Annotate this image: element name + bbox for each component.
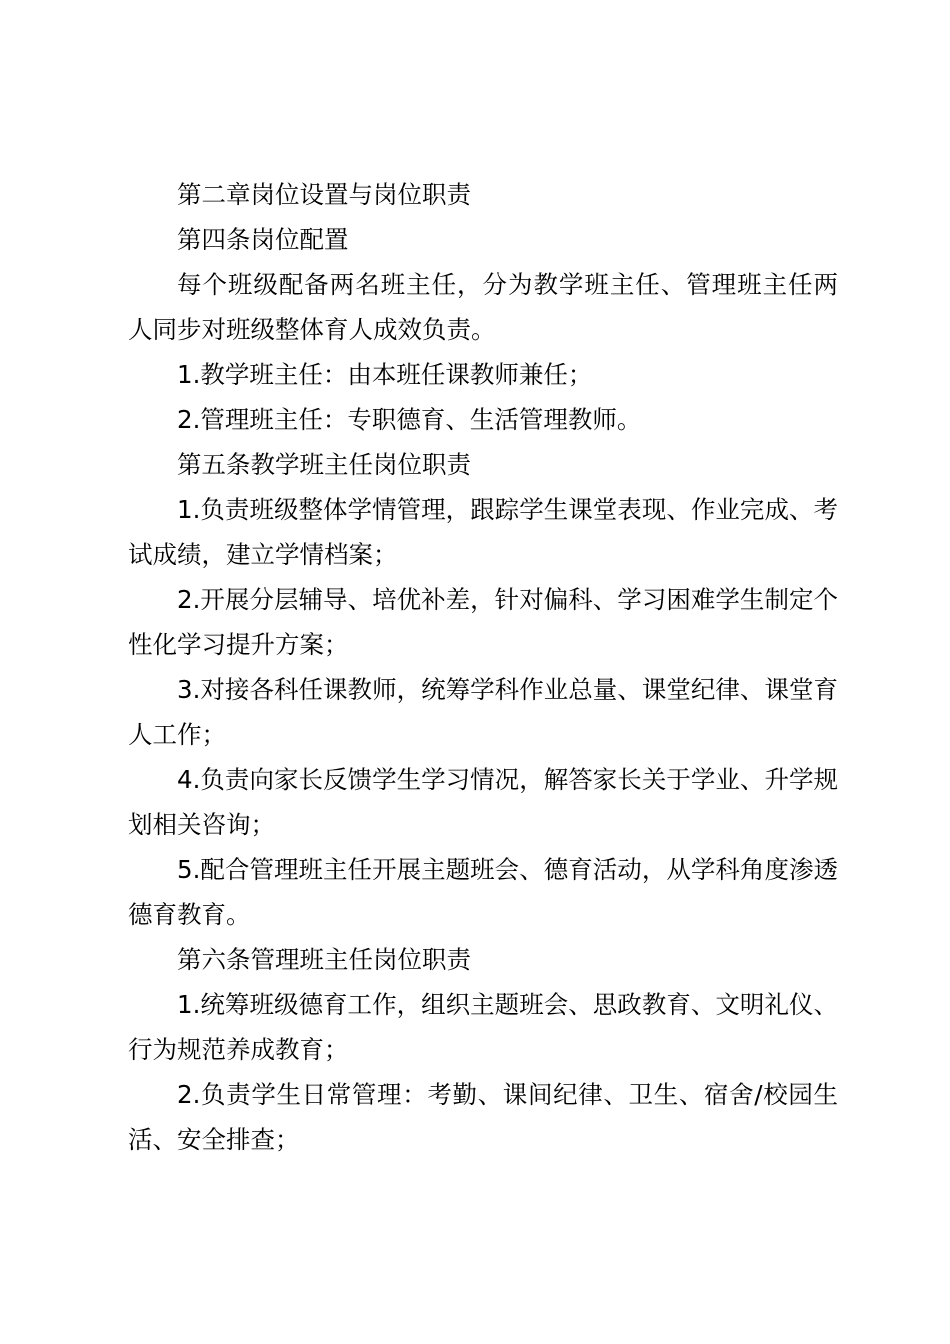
article-5-item-5: 5.配合管理班主任开展主题班会、德育活动，从学科角度渗透德育教育。 [128,855,838,929]
article-5-title: 第五条教学班主任岗位职责 [177,450,471,479]
article-4-intro: 每个班级配备两名班主任，分为教学班主任、管理班主任两人同步对班级整体育人成效负责。 [128,270,838,344]
article-6-item-2: 2.负责学生日常管理：考勤、课间纪律、卫生、宿舍/校园生活、安全排查； [128,1080,838,1154]
article-5-item-4: 4.负责向家长反馈学生学习情况，解答家长关于学业、升学规划相关咨询； [128,765,838,839]
article-6-title: 第六条管理班主任岗位职责 [177,945,471,974]
article-6-item-1: 1.统筹班级德育工作，组织主题班会、思政教育、文明礼仪、行为规范养成教育； [128,990,838,1064]
chapter-title: 第二章岗位设置与岗位职责 [177,180,471,209]
article-4-title: 第四条岗位配置 [177,225,349,254]
document-page [128,172,838,1162]
article-4-item-2: 2.管理班主任：专职德育、生活管理教师。 [177,405,642,434]
article-5-item-1: 1.负责班级整体学情管理，跟踪学生课堂表现、作业完成、考试成绩，建立学情档案； [128,495,838,569]
article-5-item-3: 3.对接各科任课教师，统筹学科作业总量、课堂纪律、课堂育人工作； [128,675,838,749]
article-5-item-2: 2.开展分层辅导、培优补差，针对偏科、学习困难学生制定个性化学习提升方案； [128,585,838,659]
article-4-item-1: 1.教学班主任：由本班任课教师兼任； [177,360,593,389]
